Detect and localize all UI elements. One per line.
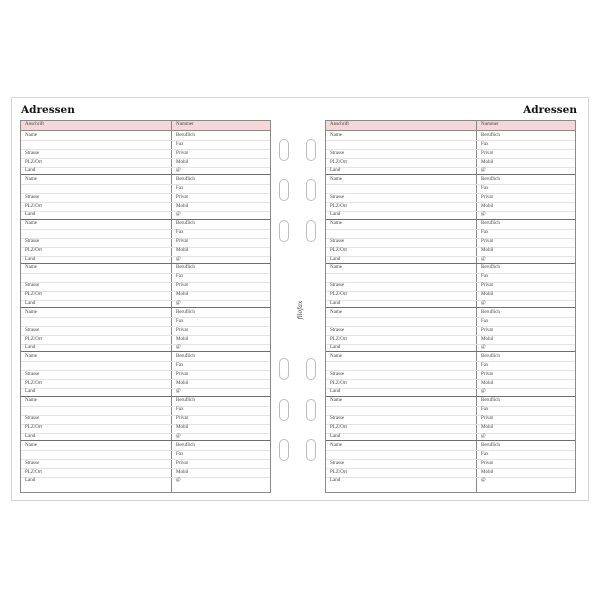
land-label: Land [330, 300, 341, 306]
rule-line [21, 335, 270, 336]
binder-hole [279, 139, 289, 161]
rule-line [21, 167, 270, 168]
name-label: Name [25, 265, 37, 271]
email-label: @ [481, 256, 486, 262]
address-entry [326, 308, 575, 352]
mobil-label: Mobil [481, 336, 494, 342]
name-label: Name [330, 353, 342, 359]
plz-label: PLZ/Ort [330, 248, 347, 254]
fax-label: Fax [176, 407, 184, 413]
privat-label: Privat [481, 327, 493, 333]
beruflich-label: Beruflich [176, 442, 195, 448]
address-entry [326, 220, 575, 264]
strasse-label: Strasse [25, 239, 40, 245]
strasse-label: Strasse [25, 460, 40, 466]
plz-label: PLZ/Ort [25, 203, 42, 209]
land-label: Land [330, 168, 341, 173]
beruflich-label: Beruflich [481, 265, 500, 271]
fax-label: Fax [176, 230, 184, 236]
fax-label: Fax [481, 362, 489, 368]
plz-label: PLZ/Ort [25, 336, 42, 342]
strasse-label: Strasse [25, 283, 40, 289]
email-label: @ [176, 389, 181, 395]
rule-line [21, 256, 270, 257]
rule-line [326, 291, 575, 292]
mobil-label: Mobil [481, 469, 494, 475]
plz-label: PLZ/Ort [330, 203, 347, 209]
name-label: Name [25, 132, 37, 138]
binder-hole [279, 179, 289, 201]
privat-label: Privat [176, 283, 188, 289]
plz-label: PLZ/Ort [25, 469, 42, 475]
email-label: @ [176, 256, 181, 262]
rule-line [21, 459, 270, 460]
email-label: @ [481, 168, 486, 173]
land-label: Land [330, 389, 341, 395]
strasse-label: Strasse [25, 371, 40, 377]
address-entry [326, 352, 575, 396]
land-label: Land [330, 256, 341, 262]
fax-label: Fax [481, 274, 489, 280]
rule-line [21, 388, 270, 389]
plz-label: PLZ/Ort [330, 159, 347, 165]
name-label: Name [330, 176, 342, 182]
rule-line [326, 468, 575, 469]
privat-label: Privat [176, 371, 188, 377]
privat-label: Privat [481, 416, 493, 422]
strasse-label: Strasse [330, 239, 345, 245]
rule-line [326, 238, 575, 239]
name-label: Name [25, 442, 37, 448]
privat-label: Privat [481, 371, 493, 377]
beruflich-label: Beruflich [176, 398, 195, 404]
beruflich-label: Beruflich [481, 353, 500, 359]
plz-label: PLZ/Ort [330, 425, 347, 431]
email-label: @ [481, 300, 486, 306]
address-entry [21, 352, 270, 396]
mobil-label: Mobil [176, 248, 189, 254]
beruflich-label: Beruflich [176, 221, 195, 227]
strasse-label: Strasse [25, 416, 40, 422]
binder-hole [306, 220, 316, 242]
rule-line [326, 361, 575, 362]
binder-hole [279, 358, 289, 380]
beruflich-label: Beruflich [481, 221, 500, 227]
mobil-label: Mobil [481, 425, 494, 431]
rule-line [21, 415, 270, 416]
address-table-header [326, 121, 575, 131]
email-label: @ [481, 433, 486, 439]
rule-line [21, 193, 270, 194]
mobil-label: Mobil [481, 248, 494, 254]
fax-label: Fax [481, 451, 489, 457]
rule-line [21, 229, 270, 230]
email-label: @ [176, 168, 181, 173]
name-label: Name [25, 398, 37, 404]
strasse-label: Strasse [330, 283, 345, 289]
mobil-label: Mobil [176, 292, 189, 298]
rule-line [326, 415, 575, 416]
rule-line [326, 459, 575, 460]
strasse-label: Strasse [330, 327, 345, 333]
mobil-label: Mobil [176, 380, 189, 386]
plz-label: PLZ/Ort [25, 159, 42, 165]
rule-line [21, 300, 270, 301]
nummer-header: Nummer [481, 122, 499, 127]
rule-line [326, 282, 575, 283]
privat-label: Privat [176, 194, 188, 200]
rule-line [326, 433, 575, 434]
rule-line [326, 477, 575, 478]
strasse-label: Strasse [330, 150, 345, 156]
privat-label: Privat [176, 150, 188, 156]
rule-line [326, 344, 575, 345]
email-label: @ [481, 478, 486, 484]
email-label: @ [176, 300, 181, 306]
nummer-header: Nummer [176, 122, 194, 127]
land-label: Land [330, 212, 341, 218]
rule-line [21, 424, 270, 425]
privat-label: Privat [481, 460, 493, 466]
mobil-label: Mobil [176, 469, 189, 475]
rule-line [326, 193, 575, 194]
fax-label: Fax [176, 362, 184, 368]
rule-line [21, 158, 270, 159]
address-entries [21, 131, 270, 485]
name-label: Name [330, 309, 342, 315]
binder-hole [306, 439, 316, 461]
beruflich-label: Beruflich [176, 309, 195, 315]
address-entry [21, 175, 270, 219]
binder-hole [306, 179, 316, 201]
rule-line [21, 273, 270, 274]
address-entry [326, 441, 575, 485]
beruflich-label: Beruflich [176, 132, 195, 138]
rule-line [21, 149, 270, 150]
rule-line [21, 379, 270, 380]
address-entries [326, 131, 575, 485]
left-address-panel [20, 120, 271, 493]
fax-label: Fax [176, 185, 184, 191]
land-label: Land [25, 478, 36, 484]
beruflich-label: Beruflich [176, 353, 195, 359]
name-label: Name [330, 132, 342, 138]
strasse-label: Strasse [25, 194, 40, 200]
strasse-label: Strasse [330, 194, 345, 200]
rule-line [21, 450, 270, 451]
rule-line [21, 291, 270, 292]
address-entry [326, 397, 575, 441]
address-entry [21, 264, 270, 308]
name-label: Name [330, 265, 342, 271]
rule-line [21, 468, 270, 469]
rule-line [21, 211, 270, 212]
brand-logo: filofax [297, 300, 304, 320]
land-label: Land [25, 256, 36, 262]
rule-line [326, 406, 575, 407]
privat-label: Privat [481, 150, 493, 156]
rule-line [21, 247, 270, 248]
rule-line [326, 167, 575, 168]
plz-label: PLZ/Ort [25, 248, 42, 254]
privat-label: Privat [176, 460, 188, 466]
mobil-label: Mobil [481, 292, 494, 298]
privat-label: Privat [176, 327, 188, 333]
email-label: @ [176, 345, 181, 351]
rule-line [21, 238, 270, 239]
rule-line [326, 326, 575, 327]
rule-line [326, 424, 575, 425]
address-entry [21, 397, 270, 441]
rule-line [326, 370, 575, 371]
mobil-label: Mobil [481, 380, 494, 386]
address-entry [21, 131, 270, 175]
rule-line [326, 140, 575, 141]
rule-line [326, 149, 575, 150]
plz-label: PLZ/Ort [330, 380, 347, 386]
name-label: Name [25, 221, 37, 227]
rule-line [326, 450, 575, 451]
rule-line [326, 317, 575, 318]
binder-hole [279, 439, 289, 461]
email-label: @ [176, 478, 181, 484]
name-label: Name [330, 221, 342, 227]
land-label: Land [330, 433, 341, 439]
email-label: @ [176, 433, 181, 439]
binder-hole [279, 399, 289, 421]
email-label: @ [481, 345, 486, 351]
rule-line [21, 282, 270, 283]
mobil-label: Mobil [176, 203, 189, 209]
rule-line [326, 202, 575, 203]
rule-line [326, 300, 575, 301]
address-table-header [21, 121, 270, 131]
rule-line [21, 344, 270, 345]
beruflich-label: Beruflich [481, 442, 500, 448]
mobil-label: Mobil [481, 159, 494, 165]
beruflich-label: Beruflich [481, 309, 500, 315]
rule-line [326, 184, 575, 185]
rule-line [326, 335, 575, 336]
privat-label: Privat [176, 416, 188, 422]
plz-label: PLZ/Ort [330, 469, 347, 475]
binder-hole [279, 220, 289, 242]
land-label: Land [25, 168, 36, 173]
rule-line [21, 361, 270, 362]
rule-line [21, 140, 270, 141]
name-label: Name [25, 353, 37, 359]
plz-label: PLZ/Ort [25, 425, 42, 431]
rule-line [326, 273, 575, 274]
fax-label: Fax [176, 318, 184, 324]
email-label: @ [481, 389, 486, 395]
beruflich-label: Beruflich [481, 398, 500, 404]
privat-label: Privat [481, 239, 493, 245]
privat-label: Privat [176, 239, 188, 245]
rule-line [326, 229, 575, 230]
anschrift-header: Anschrift [330, 122, 349, 127]
mobil-label: Mobil [176, 159, 189, 165]
plz-label: PLZ/Ort [25, 380, 42, 386]
address-entry [21, 220, 270, 264]
fax-label: Fax [481, 141, 489, 147]
address-entry [21, 308, 270, 352]
rule-line [21, 433, 270, 434]
fax-label: Fax [481, 318, 489, 324]
anschrift-header: Anschrift [25, 122, 44, 127]
binder-hole [306, 358, 316, 380]
land-label: Land [330, 478, 341, 484]
fax-label: Fax [481, 407, 489, 413]
name-label: Name [25, 176, 37, 182]
rule-line [326, 256, 575, 257]
rule-line [21, 370, 270, 371]
land-label: Land [330, 345, 341, 351]
rule-line [21, 477, 270, 478]
plz-label: PLZ/Ort [330, 292, 347, 298]
land-label: Land [25, 433, 36, 439]
rule-line [326, 388, 575, 389]
privat-label: Privat [481, 194, 493, 200]
strasse-label: Strasse [330, 416, 345, 422]
address-entry [326, 175, 575, 219]
beruflich-label: Beruflich [481, 176, 500, 182]
address-entry [21, 441, 270, 485]
rule-line [326, 247, 575, 248]
land-label: Land [25, 345, 36, 351]
strasse-label: Strasse [25, 327, 40, 333]
privat-label: Privat [481, 283, 493, 289]
name-label: Name [330, 442, 342, 448]
beruflich-label: Beruflich [481, 132, 500, 138]
fax-label: Fax [176, 274, 184, 280]
mobil-label: Mobil [176, 425, 189, 431]
fax-label: Fax [481, 230, 489, 236]
email-label: @ [176, 212, 181, 218]
mobil-label: Mobil [176, 336, 189, 342]
rule-line [21, 317, 270, 318]
rule-line [326, 211, 575, 212]
mobil-label: Mobil [481, 203, 494, 209]
binder-hole [306, 139, 316, 161]
address-entry [326, 131, 575, 175]
fax-label: Fax [481, 185, 489, 191]
rule-line [21, 184, 270, 185]
email-label: @ [481, 212, 486, 218]
rule-line [21, 406, 270, 407]
rule-line [326, 379, 575, 380]
beruflich-label: Beruflich [176, 176, 195, 182]
land-label: Land [25, 212, 36, 218]
right-address-panel [325, 120, 576, 493]
fax-label: Fax [176, 451, 184, 457]
strasse-label: Strasse [330, 460, 345, 466]
fax-label: Fax [176, 141, 184, 147]
rule-line [21, 202, 270, 203]
land-label: Land [25, 300, 36, 306]
name-label: Name [25, 309, 37, 315]
address-entry [326, 264, 575, 308]
rule-line [326, 158, 575, 159]
plz-label: PLZ/Ort [25, 292, 42, 298]
left-page-title: Adressen [21, 104, 75, 116]
binder-hole [306, 399, 316, 421]
strasse-label: Strasse [330, 371, 345, 377]
beruflich-label: Beruflich [176, 265, 195, 271]
plz-label: PLZ/Ort [330, 336, 347, 342]
land-label: Land [25, 389, 36, 395]
rule-line [21, 326, 270, 327]
strasse-label: Strasse [25, 150, 40, 156]
name-label: Name [330, 398, 342, 404]
right-page-title: Adressen [523, 104, 577, 116]
